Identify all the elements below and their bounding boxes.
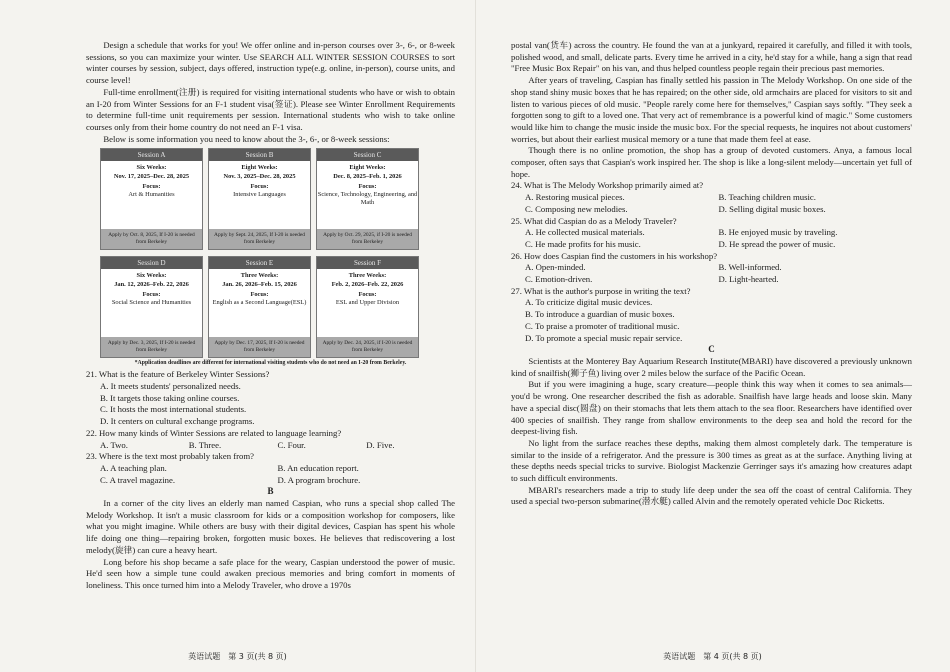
session-body — [101, 269, 202, 337]
answer-option: A. He collected musical materials. — [525, 227, 645, 238]
session-dates: Feb. 2, 2026–Feb. 22, 2026 — [331, 280, 404, 288]
answer-option: C. To praise a promoter of traditional music. — [525, 320, 680, 331]
answer-option: A. A teaching plan. — [100, 462, 167, 473]
session-dates: Nov. 3, 2025–Dec. 28, 2025 — [223, 172, 296, 180]
session-dates: Jan. 26, 2026–Feb. 15, 2026 — [222, 280, 297, 288]
session-card — [316, 148, 419, 250]
session-focus-label: Focus: — [142, 182, 161, 190]
session-weeks: Eight Weeks: — [241, 164, 278, 172]
answer-option: A. To criticize digital music devices. — [525, 297, 653, 308]
session-focus-label: Focus: — [358, 182, 377, 190]
page-footer-right: 英语试题 第 4 页(共 8 页) — [663, 652, 762, 661]
session-weeks: Six Weeks: — [136, 164, 167, 172]
question-stem: 25. What did Caspian do as a Melody Traveler? — [511, 215, 677, 226]
right-page — [475, 0, 950, 672]
answer-option: A. Open-minded. — [525, 262, 586, 273]
question-stem: 22. How many kinds of Winter Sessions are related to language learning? — [86, 427, 342, 438]
answer-option: C. Emotion-driven. — [525, 274, 593, 285]
right-questions — [511, 180, 912, 344]
session-apply-deadline: Apply by Sept. 24, 2025, If I-20 is needed from Berkeley — [209, 229, 310, 249]
question-stem: 26. How does Caspian find the customers in his workshop? — [511, 250, 718, 261]
answer-option: D. Selling digital music boxes. — [718, 203, 826, 214]
session-weeks: Three Weeks: — [240, 272, 279, 280]
section-b-heading: B — [267, 486, 274, 497]
answer-option: B. Three. — [188, 439, 222, 450]
passage-b-paragraph-4: After years of traveling, Caspian has finally settled his passion in The Melody Workshop. On one side of the shop stand shiny music boxes that he has repaired; on the other side, old armchairs are placed for visitors to sit and listen to various pieces of old music. "People rarely come here for themselves," Caspian says softly. "They seek a forgotten song to gift to a loved one. That very act of remembrance is a powerful kind of magic." Some customers would like him to change the music inside the music box. For the special requests, he inquires not about customers' worries, but about their earliest musical memory or a tune that made them feel at ease. — [511, 75, 912, 144]
session-body — [317, 161, 418, 229]
question-options — [511, 297, 912, 344]
answer-option: C. Four. — [277, 439, 306, 450]
session-dates: Nov. 17, 2025–Dec. 28, 2025 — [113, 172, 190, 180]
question-options — [86, 463, 455, 486]
session-dates: Jan. 12, 2026–Feb. 22, 2026 — [114, 280, 189, 288]
question-stem: 21. What is the feature of Berkeley Winter Sessions? — [86, 369, 270, 380]
passage-b-paragraph-1: In a corner of the city lives an elderly man named Caspian, who runs a special shop called The Melody Workshop. It isn't a music classroom for kids or a composition workshop for composers, like what you might imagine. While others are busy with their digital devices, Caspian has spent his whole life doing one thing—repairing broken, forgotten music boxes. He believes that rediscovering a lost melody(旋律) can cure a heavy heart. — [86, 498, 455, 555]
page-footer-left: 英语试题 第 3 页(共 8 页) — [188, 652, 287, 661]
answer-option: D. It centers on cultural exchange programs. — [100, 416, 255, 427]
intro-paragraph-2: Full-time enrollment(注册) is required for visiting international students who have or wish to obtain an I-20 from Winter Sessions for an F-1 student visa(签证). Please see Winter Enrollment Requirements to determine full-time unit requirements per session. International students who wish to take online courses only from their home country do not need an F-1 visa. — [86, 86, 455, 132]
session-focus-label: Focus: — [358, 290, 377, 298]
question-options — [511, 227, 912, 250]
passage-c-paragraph-3: No light from the surface reaches these depths, making them almost completely dark. The temperature is similar to the inside of a refrigerator. And the pressure is 300 times as great as at the surface. Anything living at these depths needs special tricks to survive. Biologist Mackenzie Gerringer says it's amazing how creatures adapt to such difficult environments. — [511, 437, 912, 484]
answer-option: B. An education report. — [277, 462, 359, 473]
session-focus-label: Focus: — [250, 182, 269, 190]
session-card — [208, 256, 311, 358]
answer-option: B. To introduce a guardian of music boxes. — [525, 309, 675, 320]
session-focus-label: Focus: — [142, 290, 161, 298]
session-card — [208, 148, 311, 250]
session-weeks: Three Weeks: — [348, 272, 387, 280]
session-apply-deadline: Apply by Dec. 3, 2025, If I-20 is needed from Berkeley — [101, 337, 202, 357]
answer-option: A. It meets students' personalized needs. — [100, 381, 241, 392]
question-options — [511, 192, 912, 215]
session-focus: Social Science and Humanities — [111, 298, 192, 306]
passage-c-paragraph-4: MBARI's researchers made a trip to study life deep under the sea off the coast of central California. They used a special two-person submarine(潜水艇) called Alvin and the remotely operated vehicle Doc Ricketts. — [511, 484, 912, 507]
session-card — [100, 148, 203, 250]
session-focus: English as a Second Language(ESL) — [212, 298, 307, 306]
session-focus: ESL and Upper Division — [335, 298, 400, 306]
answer-option: C. He made profits for his music. — [525, 238, 641, 249]
session-name: Session C — [317, 149, 418, 161]
left-questions — [86, 369, 455, 486]
session-card — [100, 256, 203, 358]
answer-option: D. He spread the power of music. — [718, 238, 836, 249]
answer-option: B. It targets those taking online courses. — [100, 392, 240, 403]
question-stem: 27. What is the author's purpose in writing the text? — [511, 285, 691, 296]
answer-option: D. Light-hearted. — [718, 274, 779, 285]
session-focus: Intensive Languages — [233, 190, 286, 198]
session-name: Session D — [101, 257, 202, 269]
session-body — [101, 161, 202, 229]
passage-c-paragraph-2: But if you were imagining a huge, scary creature—people think this way when it comes to sea animals—you'd be wrong. One researcher described the fish as adorable. Snailfish have large heads and loose skin. Many have a special disc(圆盘) on their stomachs that lets them attach to the sea floor. Researchers have identified over 400 species of snailfish. They range from shallow environments to the deep sea and hold the record for the deepest-living fish. — [511, 379, 912, 437]
answer-option: C. It hosts the most international students. — [100, 404, 247, 415]
answer-option: D. A program brochure. — [277, 474, 361, 485]
session-apply-deadline: Apply by Dec. 24, 2025, if I-20 is needed from Berkeley — [317, 337, 418, 357]
session-name: Session E — [209, 257, 310, 269]
intro-paragraph-1: Design a schedule that works for you! We offer online and in-person courses over 3-, 6-, or 8-week sessions, so you can maximize your winter. Use SEARCH ALL WINTER SESSION COURSES to sort winter courses by session, subject, days offered, instruction type(e.g. online, in-person), course units, and course level! — [86, 40, 455, 86]
session-apply-deadline: Apply by Oct. 8, 2025, If I-20 is needed from Berkeley — [101, 229, 202, 249]
session-apply-deadline: Apply by Oct. 29, 2025, if I-20 is needed from Berkeley — [317, 229, 418, 249]
session-grid — [100, 148, 455, 358]
session-weeks: Six Weeks: — [136, 272, 167, 280]
answer-option: A. Restoring musical pieces. — [525, 192, 625, 203]
passage-c-paragraph-1: Scientists at the Monterey Bay Aquarium Research Institute(MBARI) have discovered a previously unknown kind of snailfish(狮子鱼) living over 2 miles below the surface of the Pacific Ocean. — [511, 355, 912, 378]
session-name: Session B — [209, 149, 310, 161]
passage-b-paragraph-3: postal van(货车) across the country. He found the van at a junkyard, repaired it carefully, and filled it with tools, polished wood, and small, delicate parts. Every time he arrived in a city, he'd stay for a while, hang a sign that read "Free Music Box Repair" on his van, and thus helped countless people regain their precious past memories. — [511, 40, 912, 74]
passage-b-paragraph-2: Long before his shop became a safe place for the weary, Caspian understood the power of music. He'd seen how a simple tune could awaken precious memories and bring comfort in moments of loneliness. This once turned him into a Melody Traveler, who drove a 1970s — [86, 556, 455, 590]
session-body — [317, 269, 418, 337]
passage-b-paragraph-5: Though there is no online promotion, the shop has a group of devoted customers. Anya, a famous local composer, often says that Caspian's work inspired her. The shop is like a long-silent melody—uncertain yet full of hope. — [511, 145, 912, 179]
session-body — [209, 269, 310, 337]
question-options — [511, 262, 912, 285]
answer-option: A. Two. — [100, 439, 128, 450]
session-focus-label: Focus: — [250, 290, 269, 298]
session-card — [316, 256, 419, 358]
answer-option: D. Five. — [366, 439, 395, 450]
session-body — [209, 161, 310, 229]
session-focus: Art & Humanities — [128, 190, 175, 198]
answer-option: B. Teaching children music. — [718, 192, 816, 203]
session-dates: Dec. 8, 2025–Feb. 1, 2026 — [333, 172, 402, 180]
session-apply-deadline: Apply by Dec. 17, 2025, If I-20 is needed from Berkeley — [209, 337, 310, 357]
answer-option: D. To promote a special music repair service. — [525, 332, 683, 343]
session-weeks: Eight Weeks: — [349, 164, 386, 172]
answer-option: B. Well-informed. — [718, 262, 782, 273]
question-stem: 24. What is The Melody Workshop primarily aimed at? — [511, 180, 704, 191]
session-focus: Science, Technology, Engineering, and Math — [317, 190, 418, 207]
intro-paragraph-3: Below is some information you need to know about the 3-, 6-, or 8-week sessions: — [103, 133, 390, 144]
session-name: Session A — [101, 149, 202, 161]
question-stem: 23. Where is the text most probably taken from? — [86, 451, 254, 462]
answer-option: B. He enjoyed music by traveling. — [718, 227, 838, 238]
session-name: Session F — [317, 257, 418, 269]
answer-option: C. A travel magazine. — [100, 474, 176, 485]
answer-option: C. Composing new melodies. — [525, 203, 628, 214]
session-note: *Application deadlines are different for international visiting students who do not need an I-20 from Berkeley. — [134, 360, 407, 367]
section-c-heading: C — [708, 344, 715, 355]
question-options — [86, 440, 455, 452]
question-options — [86, 381, 455, 428]
